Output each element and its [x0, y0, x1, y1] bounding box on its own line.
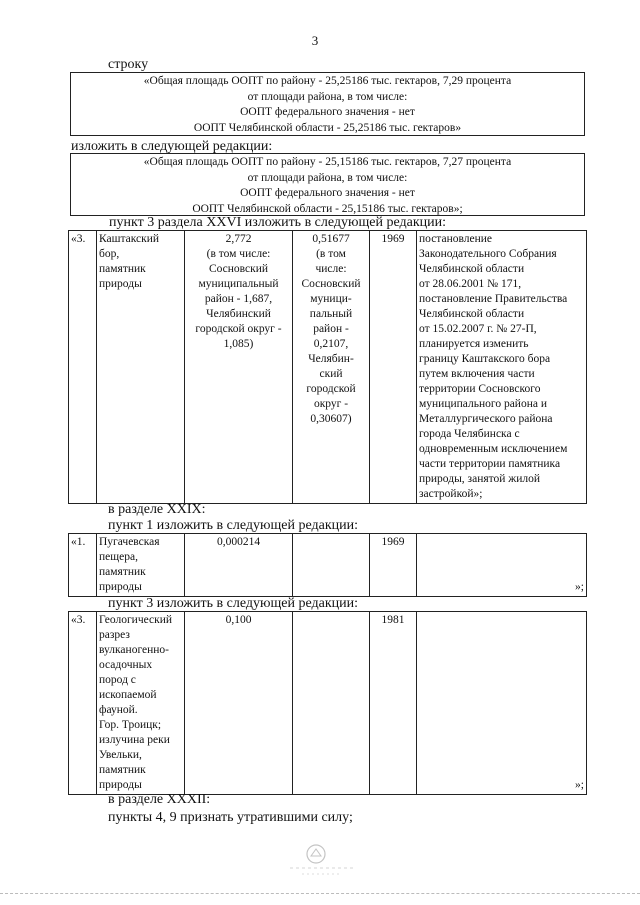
area-line: Челябинский: [206, 308, 271, 320]
document-cell: [417, 534, 587, 597]
area-line: 2,772: [225, 233, 252, 245]
table-section26: [68, 230, 587, 504]
zone-line: округ -: [313, 398, 349, 410]
zone-line: Сосновский: [301, 278, 361, 290]
page-number: 3: [311, 33, 319, 48]
area-line: Сосновский: [208, 263, 269, 275]
section26-line: пункт 3 раздела XXVI изложить в следующей редакции:: [109, 215, 447, 230]
name-line: бор,: [99, 248, 120, 260]
name-line: Каштакский: [99, 233, 160, 245]
box-line: ООПТ федерального значения - нет: [240, 106, 415, 118]
section32-line: в разделе XXXII:: [108, 792, 211, 807]
doc-line: постановление: [419, 233, 493, 245]
name-line: памятник: [99, 566, 146, 578]
zone-line: ский: [319, 368, 343, 380]
name-line: вулканогенно-: [99, 644, 169, 656]
name-line: памятник: [99, 764, 146, 776]
closing-quote: »;: [575, 581, 584, 593]
quote-box-new: [70, 153, 585, 216]
zone-line: 0,30607): [310, 413, 352, 425]
name-line: Гор. Троицк;: [99, 719, 162, 731]
box-line: ООПТ Челябинской области - 25,15186 тыс. гектаров»;: [192, 202, 463, 215]
doc-line: Законодательного Собрания: [419, 248, 557, 260]
name-line: Геологический: [99, 614, 173, 626]
document-cell: [417, 612, 587, 795]
point1-line: пункт 1 изложить в следующей редакции:: [108, 518, 358, 533]
zone-line: пальный: [309, 308, 353, 320]
zone-line: 0,2107,: [313, 338, 349, 350]
area-cell: [185, 231, 293, 504]
box-line: от площади района, в том числе:: [247, 171, 408, 184]
area-line: (в том числе:: [206, 248, 271, 260]
protected-zone-cell: [293, 231, 370, 504]
doc-line: одновременным исключением: [419, 443, 568, 455]
name-line: природы: [99, 581, 142, 593]
name-line: природы: [99, 779, 142, 791]
bottom-rule: [0, 893, 640, 894]
object-name: [97, 612, 185, 795]
box-line: от площади района, в том числе:: [247, 90, 408, 103]
row-number: «1.: [69, 534, 97, 597]
doc-line: от 28.06.2001 № 171,: [419, 278, 522, 290]
name-line: разрез: [99, 629, 130, 641]
name-line: фауной.: [99, 704, 138, 716]
name-line: осадочных: [99, 659, 153, 671]
area-line: район - 1,687,: [204, 293, 273, 305]
doc-line: путем включения части: [419, 368, 535, 380]
doc-line: Металлургического района: [419, 413, 553, 425]
doc-line: города Челябинска с: [419, 428, 520, 440]
zone-line: числе:: [315, 263, 347, 275]
replace-line: изложить в следующей редакции:: [71, 139, 273, 154]
point3-line: пункт 3 изложить в следующей редакции:: [108, 596, 358, 611]
quote-box-old: [70, 72, 585, 136]
name-line: излучина реки: [99, 734, 170, 746]
doc-line: постановление Правительства: [419, 293, 568, 305]
name-line: Увельки,: [99, 749, 142, 761]
closing-quote: »;: [575, 779, 584, 791]
doc-line: территории Сосновского: [419, 383, 541, 395]
doc-line: природы, занятой жилой: [419, 473, 541, 485]
year-cell: 1969: [370, 534, 417, 597]
name-line: природы: [99, 278, 142, 290]
table-row: [69, 612, 587, 795]
doc-line: Челябинской области: [419, 263, 525, 275]
protected-zone-cell: [293, 612, 370, 795]
table-row: [69, 534, 587, 597]
seal-stamp-icon: [282, 838, 362, 878]
intro-line: строку: [108, 57, 149, 72]
name-line: Пугачевская: [99, 536, 160, 548]
year-cell: 1969: [370, 231, 417, 504]
object-name: [97, 231, 185, 504]
name-line: ископаемой: [99, 689, 157, 701]
zone-line: район -: [313, 323, 349, 335]
points-line: пункты 4, 9 признать утратившими силу;: [108, 810, 353, 825]
area-cell: 0,000214: [185, 534, 293, 597]
box-line: ООПТ Челябинской области - 25,25186 тыс. гектаров»: [193, 121, 462, 134]
table-row: [69, 231, 587, 504]
zone-line: (в том: [316, 248, 346, 260]
section29-line: в разделе XXIX:: [108, 502, 206, 517]
doc-line: планируется изменить: [419, 338, 529, 350]
doc-line: Челябинской области: [419, 308, 525, 320]
zone-line: городской: [306, 383, 356, 395]
row-number: «3.: [69, 231, 97, 504]
doc-line: от 15.02.2007 г. № 27-П,: [419, 323, 537, 335]
box-line: «Общая площадь ООПТ по району - 25,25186 тыс. гектаров, 7,29 процента: [143, 75, 512, 87]
object-name: [97, 534, 185, 597]
name-line: пещера,: [99, 551, 138, 563]
table-section29-point3: [68, 611, 587, 795]
zone-line: муници-: [310, 293, 352, 305]
year-cell: 1981: [370, 612, 417, 795]
table-section29-point1: [68, 533, 587, 597]
doc-line: застройкой»;: [419, 488, 483, 500]
protected-zone-cell: [293, 534, 370, 597]
doc-line: границу Каштакского бора: [419, 353, 551, 365]
area-cell: 0,100: [185, 612, 293, 795]
name-line: памятник: [99, 263, 146, 275]
doc-line: части территории памятника: [419, 458, 561, 470]
doc-line: муниципального района и: [419, 398, 547, 410]
area-line: городской округ -: [195, 323, 282, 335]
area-line: муниципальный: [198, 278, 279, 290]
document-cell: [417, 231, 587, 504]
box-line: «Общая площадь ООПТ по району - 25,15186 тыс. гектаров, 7,27 процента: [143, 156, 512, 168]
area-line: 1,085): [223, 338, 254, 350]
box-line: ООПТ федерального значения - нет: [240, 187, 415, 199]
name-line: пород с: [99, 674, 136, 686]
zone-line: Челябин-: [308, 353, 354, 365]
row-number: «3.: [69, 612, 97, 795]
zone-line: 0,51677: [312, 233, 350, 245]
